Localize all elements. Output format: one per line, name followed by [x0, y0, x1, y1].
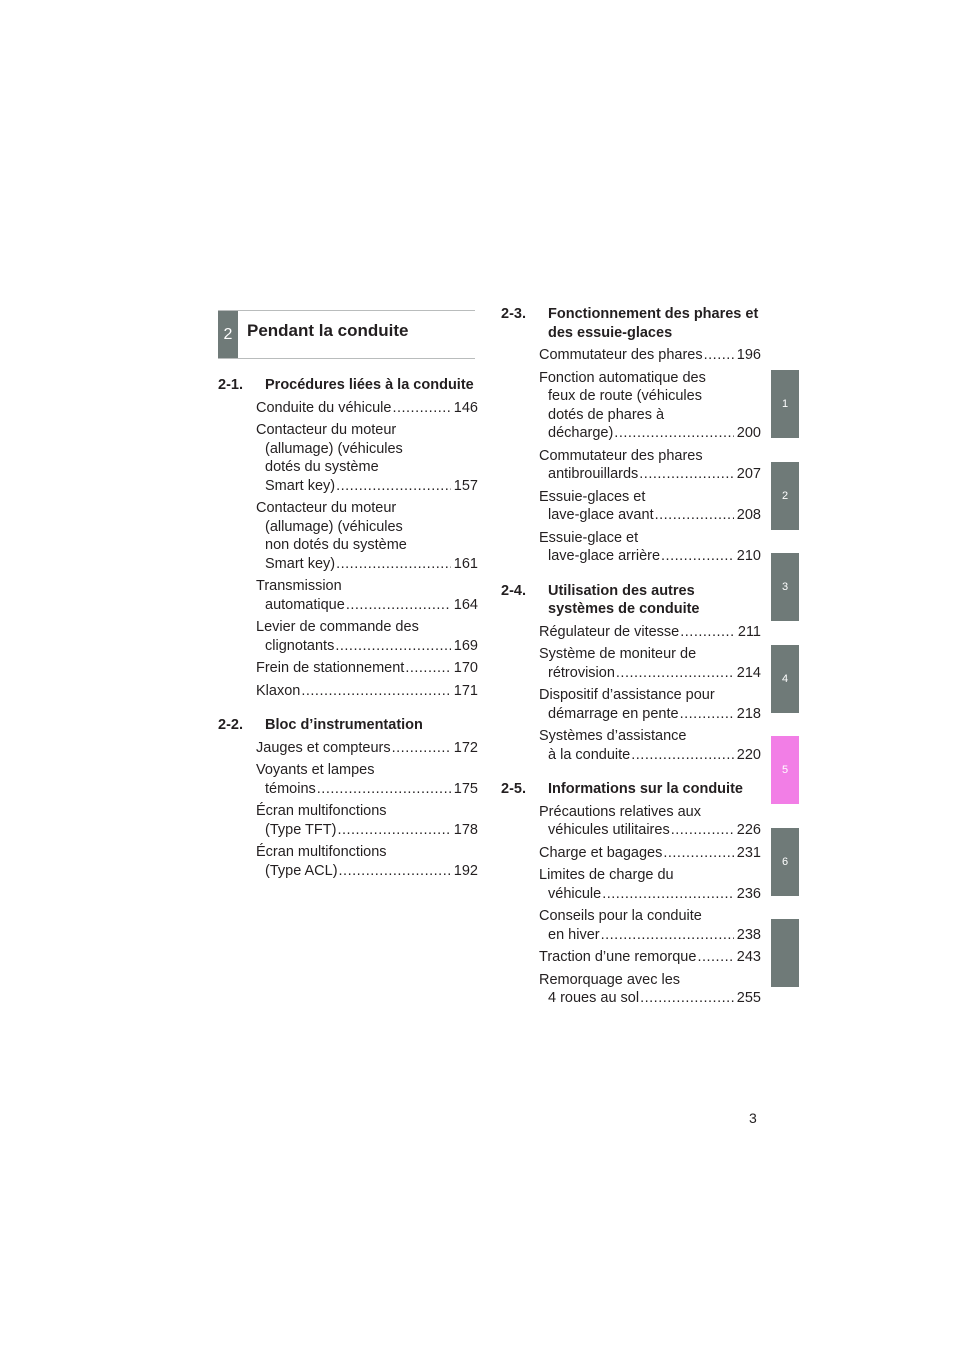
entry-text-line: Limites de charge du — [539, 867, 674, 883]
entry-text-line: Essuie-glaces et — [539, 488, 646, 505]
entry-text-line: Contacteur du moteur — [256, 500, 397, 516]
entry-text-line: décharge) — [548, 425, 614, 441]
dot-leader — [640, 989, 734, 1008]
toc-entry[interactable] — [501, 447, 761, 484]
entry-text-line: Levier de commande des — [256, 619, 419, 635]
toc-entry[interactable] — [501, 907, 761, 944]
entry-last-line — [539, 821, 761, 840]
entry-page-number: 218 — [736, 705, 761, 722]
section-title — [256, 376, 478, 395]
section-heading — [501, 582, 761, 619]
entry-text-line: (Type TFT) — [265, 821, 337, 838]
entry-text-line: véhicules utilitaires — [548, 822, 670, 838]
entry-page-number: 214 — [736, 664, 761, 681]
toc-entry[interactable] — [218, 577, 478, 614]
toc-entry[interactable] — [501, 803, 761, 840]
toc-entry[interactable] — [218, 761, 478, 798]
entry-text-line: Précautions relatives aux — [539, 803, 701, 820]
chapter-title: Pendant la conduite — [247, 321, 409, 340]
entry-text-line: Dispositif d’assistance pour — [539, 687, 715, 703]
dot-leader — [336, 477, 451, 496]
section-number: 2-4. — [501, 582, 526, 599]
section-heading — [218, 376, 478, 395]
entry-page-number: 172 — [453, 739, 478, 756]
dot-leader — [680, 705, 734, 724]
entry-page-number: 178 — [453, 821, 478, 838]
section-title-line: Procédures liées à la conduite — [265, 377, 474, 393]
entry-page-number: 196 — [736, 347, 761, 363]
toc-entry[interactable] — [218, 421, 478, 495]
entry-text-line: démarrage en pente — [548, 705, 679, 722]
dot-leader — [680, 623, 735, 642]
entry-text-line: dotés de phares à — [548, 406, 665, 423]
dot-leader — [655, 506, 734, 525]
toc-entry[interactable] — [501, 844, 761, 863]
dot-leader — [346, 596, 451, 615]
entry-text-line: Conduite du véhicule — [256, 399, 392, 416]
entry-text-line: Régulateur de vitesse — [539, 623, 680, 640]
dot-leader — [639, 465, 734, 484]
entry-text-line: Traction d’une remorque — [539, 949, 697, 965]
toc-entry[interactable] — [501, 686, 761, 723]
entry-text-line: feux de route (véhicules — [548, 388, 702, 404]
entry-page-number: 200 — [736, 425, 761, 441]
entry-page-number: 157 — [453, 477, 478, 494]
toc-section — [501, 305, 761, 566]
entry-last-line — [539, 623, 761, 642]
entry-last-line — [256, 477, 478, 496]
entry-text-line: Conseils pour la conduite — [539, 908, 702, 924]
entry-text-line: lave-glace avant — [548, 507, 654, 523]
entry-last-line — [256, 682, 478, 701]
toc-entry[interactable] — [218, 618, 478, 655]
section-title-line: Utilisation des autres — [548, 582, 695, 599]
chapter-tab-1[interactable]: 1 — [771, 370, 799, 438]
entry-last-line — [256, 739, 478, 758]
entry-text-line: Écran multifonctions — [256, 844, 387, 860]
dot-leader — [616, 664, 734, 683]
entry-text-line: Jauges et compteurs — [256, 739, 391, 756]
entry-text-line: Klaxon — [256, 682, 301, 699]
dot-leader — [663, 844, 733, 863]
entry-last-line — [539, 664, 761, 683]
entry-text-line: Écran multifonctions — [256, 803, 387, 819]
entry-text-line: Systèmes d’assistance — [539, 728, 687, 744]
dot-leader — [631, 746, 734, 765]
section-title-line: systèmes de conduite — [548, 601, 700, 617]
entry-page-number: 192 — [453, 862, 478, 879]
dot-leader — [336, 555, 451, 574]
toc-entry[interactable] — [218, 399, 478, 418]
entry-last-line — [256, 399, 478, 418]
section-title — [256, 716, 478, 735]
entry-last-line — [256, 555, 478, 574]
entry-text-line: 4 roues au sol — [548, 990, 640, 1006]
entry-text-line: témoins — [265, 780, 316, 797]
section-heading — [501, 305, 761, 342]
entry-text-line: à la conduite — [548, 746, 631, 763]
dot-leader — [671, 821, 734, 840]
entry-page-number: 169 — [453, 637, 478, 654]
toc-entry[interactable] — [218, 739, 478, 758]
entry-text-line: rétrovision — [548, 664, 615, 681]
entry-last-line — [256, 596, 478, 615]
section-title — [539, 305, 761, 342]
toc-section — [501, 780, 761, 1008]
entry-page-number: 211 — [737, 623, 761, 640]
chapter-tab-5[interactable]: 5 — [771, 736, 799, 804]
section-number: 2-2. — [218, 717, 243, 733]
entry-page-number: 161 — [453, 555, 478, 572]
entry-page-number: 226 — [736, 822, 761, 838]
entry-last-line — [539, 346, 761, 365]
toc-entry[interactable] — [501, 727, 761, 764]
entry-last-line — [256, 637, 478, 656]
entry-last-line — [256, 780, 478, 799]
entry-text-line: (allumage) (véhicules — [265, 440, 403, 457]
entry-last-line — [256, 862, 478, 881]
toc-entry[interactable] — [501, 346, 761, 365]
toc-section — [218, 716, 478, 880]
toc-entry[interactable] — [501, 645, 761, 682]
chapter-number: 2 — [218, 311, 238, 358]
entry-text-line: Contacteur du moteur — [256, 422, 397, 438]
toc-entry[interactable] — [218, 659, 478, 678]
dot-leader — [317, 780, 451, 799]
entry-page-number: 210 — [736, 548, 761, 564]
entry-last-line — [539, 424, 761, 443]
entry-page-number: 207 — [736, 466, 761, 482]
dot-leader — [697, 948, 733, 967]
page-number: 3 — [749, 1110, 757, 1126]
entry-last-line — [539, 547, 761, 566]
chapter-tab-index[interactable] — [771, 919, 799, 987]
entry-page-number: 146 — [453, 399, 478, 416]
toc-entry[interactable] — [501, 971, 761, 1008]
entry-text-line: (Type ACL) — [265, 862, 338, 879]
section-number: 2-1. — [218, 377, 243, 393]
entry-page-number: 231 — [736, 844, 761, 861]
dot-leader — [661, 547, 734, 566]
entry-page-number: 170 — [453, 660, 478, 676]
entry-page-number: 238 — [736, 926, 761, 943]
dot-leader — [601, 926, 734, 945]
entry-text-line: Remorquage avec les — [539, 971, 681, 988]
entry-page-number: 243 — [736, 949, 761, 965]
toc-entry[interactable] — [501, 529, 761, 566]
entry-last-line — [539, 844, 761, 863]
chapter-tab-3[interactable]: 3 — [771, 553, 799, 621]
entry-text-line: Smart key) — [265, 555, 336, 572]
entry-text-line: Transmission — [256, 578, 342, 594]
section-heading — [501, 780, 761, 799]
chapter-tab-6[interactable]: 6 — [771, 828, 799, 896]
entry-page-number: 171 — [453, 682, 478, 699]
chapter-header — [218, 310, 475, 359]
entry-text-line: Commutateur des phares — [539, 447, 703, 464]
entry-last-line — [539, 885, 761, 904]
dot-leader — [602, 885, 734, 904]
toc-section — [501, 582, 761, 765]
entry-text-line: (allumage) (véhicules — [265, 518, 403, 535]
toc-entry[interactable] — [501, 369, 761, 443]
section-title-line: Bloc d’instrumentation — [265, 717, 423, 733]
entry-text-line: Système de moniteur de — [539, 646, 697, 662]
entry-page-number: 175 — [453, 780, 478, 797]
entry-text-line: Voyants et lampes — [256, 762, 375, 778]
toc-entry[interactable] — [218, 499, 478, 573]
entry-last-line — [539, 705, 761, 724]
entry-last-line — [539, 746, 761, 765]
entry-text-line: Commutateur des phares — [539, 347, 703, 363]
entry-text-line: Charge et bagages — [539, 844, 663, 861]
dot-leader — [614, 424, 734, 443]
toc-section — [218, 376, 478, 700]
chapter-tab-2[interactable]: 2 — [771, 462, 799, 530]
entry-text-line: antibrouillards — [548, 466, 639, 482]
dot-leader — [301, 682, 450, 701]
toc-entry[interactable] — [501, 866, 761, 903]
entry-last-line — [539, 506, 761, 525]
entry-last-line — [539, 465, 761, 484]
toc-entry[interactable] — [218, 682, 478, 701]
entry-text-line: automatique — [265, 596, 345, 613]
entry-last-line — [256, 821, 478, 840]
entry-text-line: Frein de stationnement — [256, 660, 405, 676]
entry-text-line: véhicule — [548, 885, 602, 902]
section-title-line: des essuie-glaces — [548, 324, 673, 341]
toc-entry[interactable] — [501, 948, 761, 967]
entry-last-line — [539, 948, 761, 967]
section-title-line: Informations sur la conduite — [548, 781, 743, 797]
entry-text-line: lave-glace arrière — [548, 548, 661, 564]
dot-leader — [392, 739, 451, 758]
entry-text-line: non dotés du système — [265, 537, 407, 553]
toc-column-right — [501, 305, 761, 1024]
dot-leader — [405, 659, 450, 678]
section-title — [539, 582, 761, 619]
entry-last-line — [539, 989, 761, 1008]
toc-entry[interactable] — [218, 843, 478, 880]
entry-last-line — [539, 926, 761, 945]
toc-entry[interactable] — [501, 623, 761, 642]
entry-text-line: dotés du système — [265, 459, 379, 475]
chapter-tab-4[interactable]: 4 — [771, 645, 799, 713]
entry-text-line: Fonction automatique des — [539, 369, 706, 386]
dot-leader — [392, 399, 450, 418]
entry-page-number: 164 — [453, 596, 478, 613]
section-heading — [218, 716, 478, 735]
section-number: 2-3. — [501, 306, 526, 322]
entry-last-line — [256, 659, 478, 678]
entry-page-number: 255 — [736, 990, 761, 1006]
section-title-line: Fonctionnement des phares et — [548, 306, 759, 322]
dot-leader — [337, 821, 450, 840]
toc-entry[interactable] — [501, 488, 761, 525]
entry-text-line: Smart key) — [265, 477, 336, 494]
dot-leader — [704, 346, 734, 365]
entry-page-number: 236 — [736, 885, 761, 902]
section-number: 2-5. — [501, 781, 526, 797]
entry-text-line: en hiver — [548, 926, 600, 943]
section-title — [539, 780, 761, 799]
entry-text-line: clignotants — [265, 637, 335, 654]
dot-leader — [339, 862, 451, 881]
entry-page-number: 220 — [736, 746, 761, 763]
toc-entry[interactable] — [218, 802, 478, 839]
dot-leader — [335, 637, 450, 656]
entry-page-number: 208 — [736, 507, 761, 523]
toc-column-left — [218, 376, 478, 896]
entry-text-line: Essuie-glace et — [539, 529, 639, 546]
